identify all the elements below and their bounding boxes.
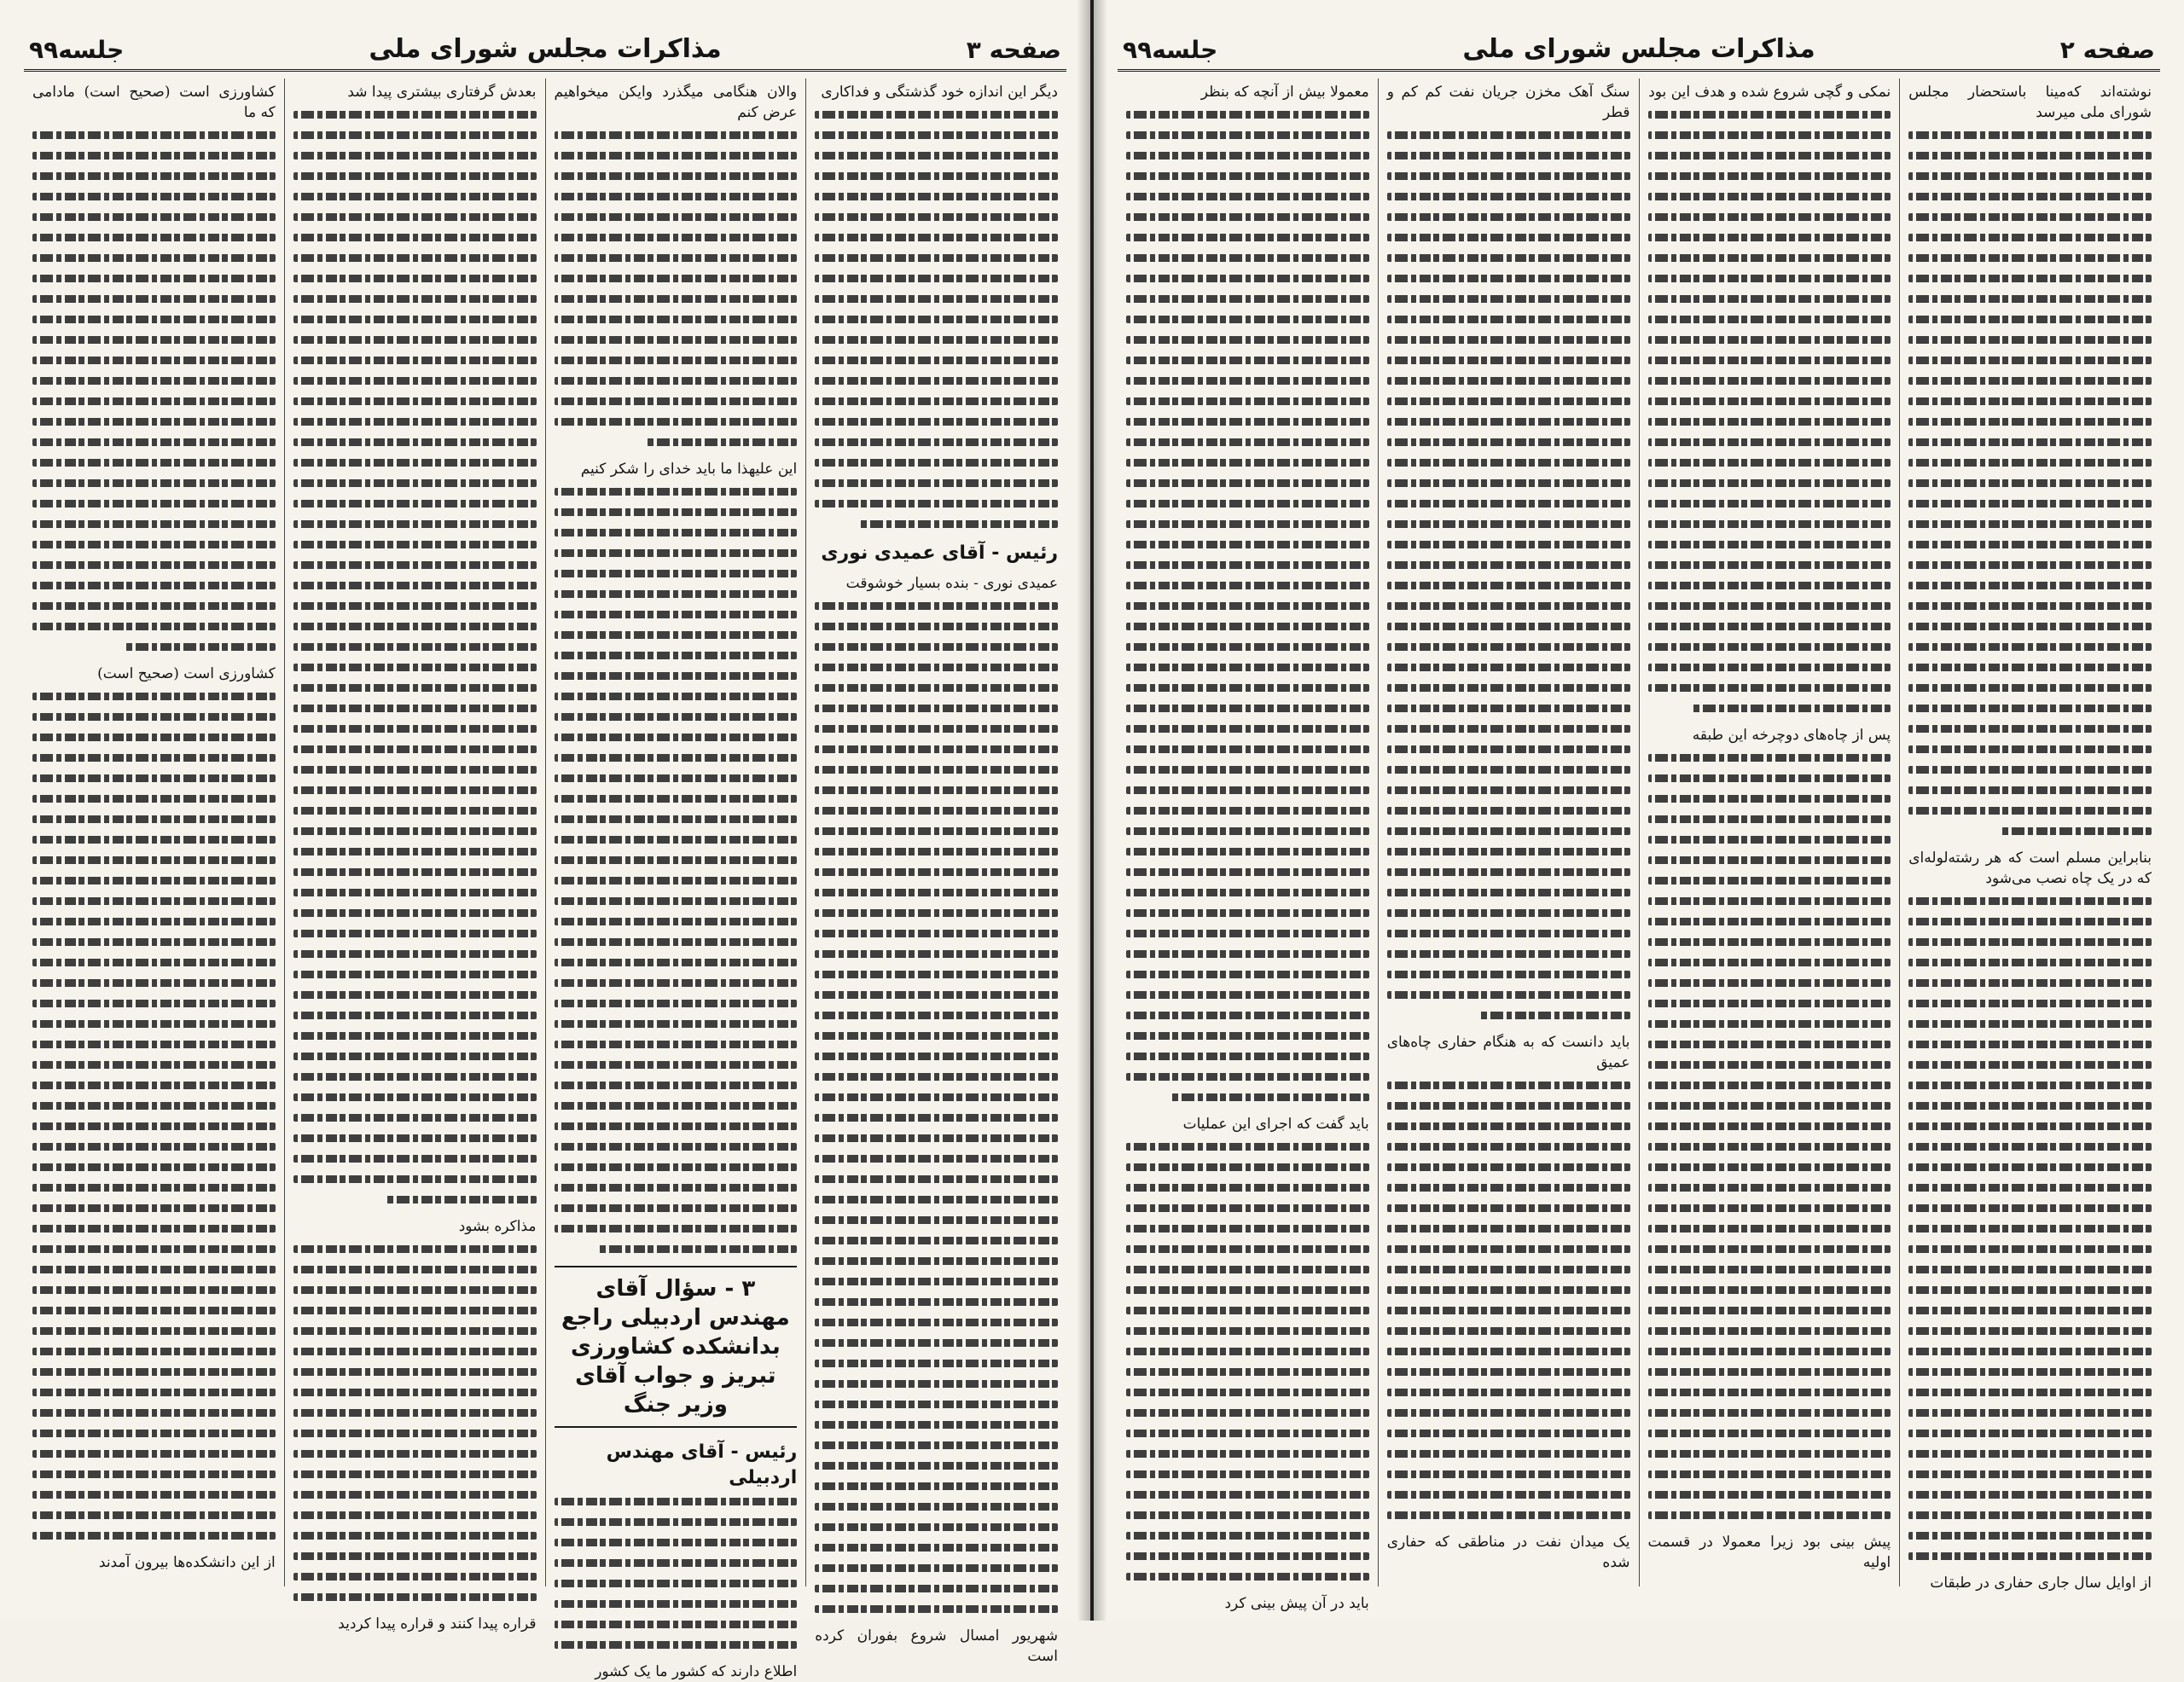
article-column [1639,78,1900,1586]
column-text: قراره پیدا کنند و قراره پیدا کردید [338,1615,537,1633]
column-text: پس از چاه‌های دوچرخه این طبقه [1692,727,1891,744]
column-text: شهریور امسال شروع بفوران کرده است [815,1627,1058,1665]
column-text: پیش بینی بود زیرا معمولا در قسمت اولیه [1647,1534,1891,1571]
column-text: کشاورزی است (صحیح است) مادامی که ما [32,84,276,121]
column-text: این علیهذا ما باید خدای را شکر کنیم [580,461,798,478]
article-column [284,78,545,1633]
column-text: سنگ آهک مخزن جریان نفت کم کم و قطر [1386,84,1630,121]
column-text: والان هنگامی میگذرد وایکن میخواهیم عرض کنم [554,84,798,121]
page-number: صفحه ۳ [966,36,1061,64]
page-3 [0,0,1092,1680]
article-column [24,78,284,1586]
column-text: مذاکره بشود [458,1218,537,1235]
article-column [1899,78,2160,1592]
column-text: باید دانست که به هنگام حفاری چاه‌های عمیق [1386,1034,1630,1071]
column-text: باید گفت که اجرای این عملیات [1182,1116,1369,1133]
article-column [545,78,806,1680]
column-text: نمکی و گچی شروع شده و هدف این بود [1648,84,1891,101]
masthead-title: مذاکرات مجلس شورای ملی [1462,34,1815,64]
page-2-header [1118,26,2160,72]
article-column [1118,78,1378,1612]
column-text: از اوایل سال جاری حفاری در طبقات [1930,1575,2152,1592]
column-text: نوشته‌اند که‌مینا باستحضار مجلس شورای ملی میرسد [1908,84,2152,121]
page-number: صفحه ۲ [2059,36,2155,64]
article-column [805,78,1066,1665]
column-text: بعدش گرفتاری بیشتری پیدا شد [347,84,537,101]
page-2 [1092,0,2184,1621]
column-text: بنابراین مسلم است که هر رشته‌لوله‌ای که در یک چاه نصب می‌شود [1908,850,2152,887]
column-text: یک میدان نفت در مناطقی که حفاری شده [1386,1534,1630,1571]
column-text: کشاورزی است (صحیح است) [97,665,276,682]
article-column [1378,78,1639,1586]
column-text: معمولا بیش از آنچه که بنظر [1200,84,1369,101]
session-number: جلسه۹۹ [29,36,125,64]
column-text: باید در آن پیش بینی کرد [1224,1595,1369,1612]
session-number: جلسه۹۹ [1123,36,1218,64]
section-heading-text: ۳ - سؤال آقای مهندس اردبیلی راجع بدانشکده کشاورزی تبریز و جواب آقای وزیر جنگ [561,1276,790,1418]
speaker-line: رئیس - آقای عمیدی نوری [821,542,1058,564]
speaker-line: رئیس - آقای مهندس اردبیلی [606,1441,798,1488]
masthead-title: مذاکرات مجلس شورای ملی [369,34,722,64]
page-2-columns [1118,78,2160,1612]
section-heading [555,1266,798,1428]
column-text: از این دانشکده‌ها بیرون آمدند [98,1554,276,1571]
page-3-header [24,26,1066,72]
page-3-columns [24,78,1066,1680]
column-text: دیگر این اندازه خود گذشتگی و فداکاری [821,84,1058,101]
speaker-opening: عمیدی نوری - بنده بسیار خوشوقت [845,575,1058,592]
column-text: اطلاع دارند که کشور ما یک کشور [595,1663,798,1680]
